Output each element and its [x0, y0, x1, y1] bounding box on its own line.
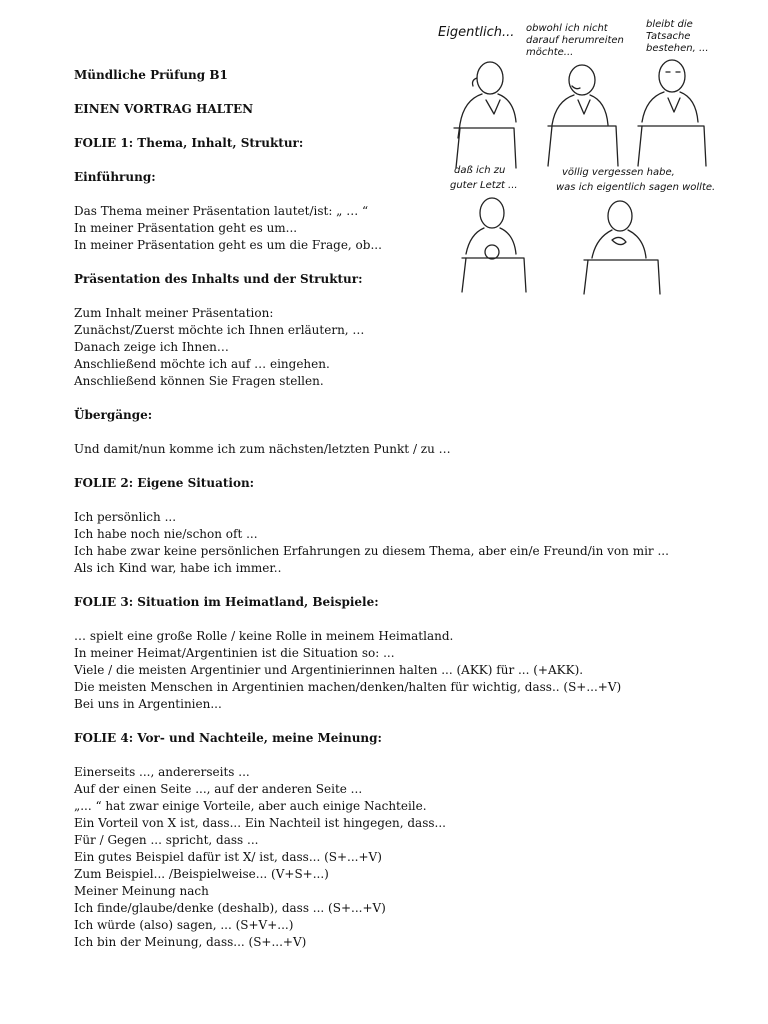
cartoon-caption: Tatsache — [646, 31, 691, 42]
slide4-line: Ich finde/glaube/denke (deshalb), dass ... (S+...+V) — [74, 901, 386, 915]
document-title: Mündliche Prüfung B1 — [74, 68, 228, 82]
speaker-figure-4 — [462, 198, 526, 292]
slide2-line: Ich habe zwar keine persönlichen Erfahrungen zu diesem Thema, aber ein/e Freund/in von mir ... — [74, 544, 669, 558]
cartoon-caption: was ich eigentlich sagen wollte. — [556, 182, 716, 193]
cartoon-caption: Eigentlich... — [438, 25, 515, 40]
content-line: Anschließend können Sie Fragen stellen. — [74, 374, 324, 388]
content-line: Zum Inhalt meiner Präsentation: — [74, 306, 274, 320]
cartoon-caption: obwohl ich nicht — [526, 23, 608, 34]
cartoon-caption: guter Letzt ... — [450, 180, 518, 191]
content-line: Zunächst/Zuerst möchte ich Ihnen erläutern, … — [74, 323, 365, 337]
slide3-line: In meiner Heimat/Argentinien ist die Situation so: ... — [74, 646, 395, 660]
slide4-line: Ein Vorteil von X ist, dass... Ein Nachteil ist hingegen, dass... — [74, 816, 446, 830]
slide4-line: Ich würde (also) sagen, ... (S+V+...) — [74, 918, 294, 932]
slide2-line: Ich habe noch nie/schon oft ... — [74, 527, 258, 541]
speaker-cartoon — [432, 8, 742, 308]
slide3-line: Die meisten Menschen in Argentinien machen/denken/halten für wichtig, dass.. (S+...+V) — [74, 680, 622, 694]
slide3-line: Bei uns in Argentinien... — [74, 697, 222, 711]
cartoon-caption: möchte... — [526, 47, 574, 58]
cartoon-caption: daß ich zu — [454, 165, 506, 176]
slide4-line: Auf der einen Seite ..., auf der anderen Seite ... — [74, 782, 363, 796]
slide4-heading: FOLIE 4: Vor- und Nachteile, meine Meinung: — [74, 731, 382, 745]
cartoon-illustration — [432, 8, 742, 308]
slide4-line: Für / Gegen ... spricht, dass ... — [74, 833, 259, 847]
slide4-line: Meiner Meinung nach — [74, 884, 209, 898]
slide4-line: Einerseits ..., andererseits ... — [74, 765, 250, 779]
slide4-line: Ich bin der Meinung, dass... (S+...+V) — [74, 935, 307, 949]
slide3-line: Viele / die meisten Argentinier und Argentinierinnen halten ... (AKK) für ... (+AKK). — [74, 663, 584, 677]
content-line: Anschließend möchte ich auf … eingehen. — [74, 357, 330, 371]
slide2-heading: FOLIE 2: Eigene Situation: — [74, 476, 255, 490]
slide1-heading: FOLIE 1: Thema, Inhalt, Struktur: — [74, 136, 304, 150]
content-line: Danach zeige ich Ihnen… — [74, 340, 229, 354]
cartoon-caption: darauf herumreiten — [526, 35, 624, 46]
speaker-figure-5 — [584, 201, 660, 294]
slide4-line: „... “ hat zwar einige Vorteile, aber auch einige Nachteile. — [74, 799, 427, 813]
content-heading: Präsentation des Inhalts und der Struktur: — [74, 272, 363, 286]
intro-line: In meiner Präsentation geht es um die Frage, ob... — [74, 238, 382, 252]
transition-heading: Übergänge: — [74, 408, 153, 422]
speaker-figure-2 — [548, 65, 618, 166]
slide3-line: … spielt eine große Rolle / keine Rolle in meinem Heimatland. — [74, 629, 454, 643]
speaker-figure-1 — [454, 62, 516, 168]
intro-heading: Einführung: — [74, 170, 156, 184]
cartoon-caption: bleibt die — [646, 19, 693, 30]
cartoon-caption: völlig vergessen habe, — [562, 167, 675, 178]
cartoon-caption: bestehen, ... — [646, 43, 709, 54]
slide3-heading: FOLIE 3: Situation im Heimatland, Beispiele: — [74, 595, 379, 609]
intro-line: In meiner Präsentation geht es um... — [74, 221, 298, 235]
intro-line: Das Thema meiner Präsentation lautet/ist: „ … “ — [74, 204, 369, 218]
transition-line: Und damit/nun komme ich zum nächsten/letzten Punkt / zu … — [74, 442, 451, 456]
slide2-line: Ich persönlich ... — [74, 510, 177, 524]
slide2-line: Als ich Kind war, habe ich immer.. — [74, 561, 282, 575]
slide4-line: Zum Beispiel... /Beispielweise... (V+S+...) — [74, 867, 329, 881]
slide4-line: Ein gutes Beispiel dafür ist X/ ist, dass... (S+...+V) — [74, 850, 382, 864]
speaker-figure-3 — [638, 60, 706, 166]
document-subtitle: EINEN VORTRAG HALTEN — [74, 102, 254, 116]
